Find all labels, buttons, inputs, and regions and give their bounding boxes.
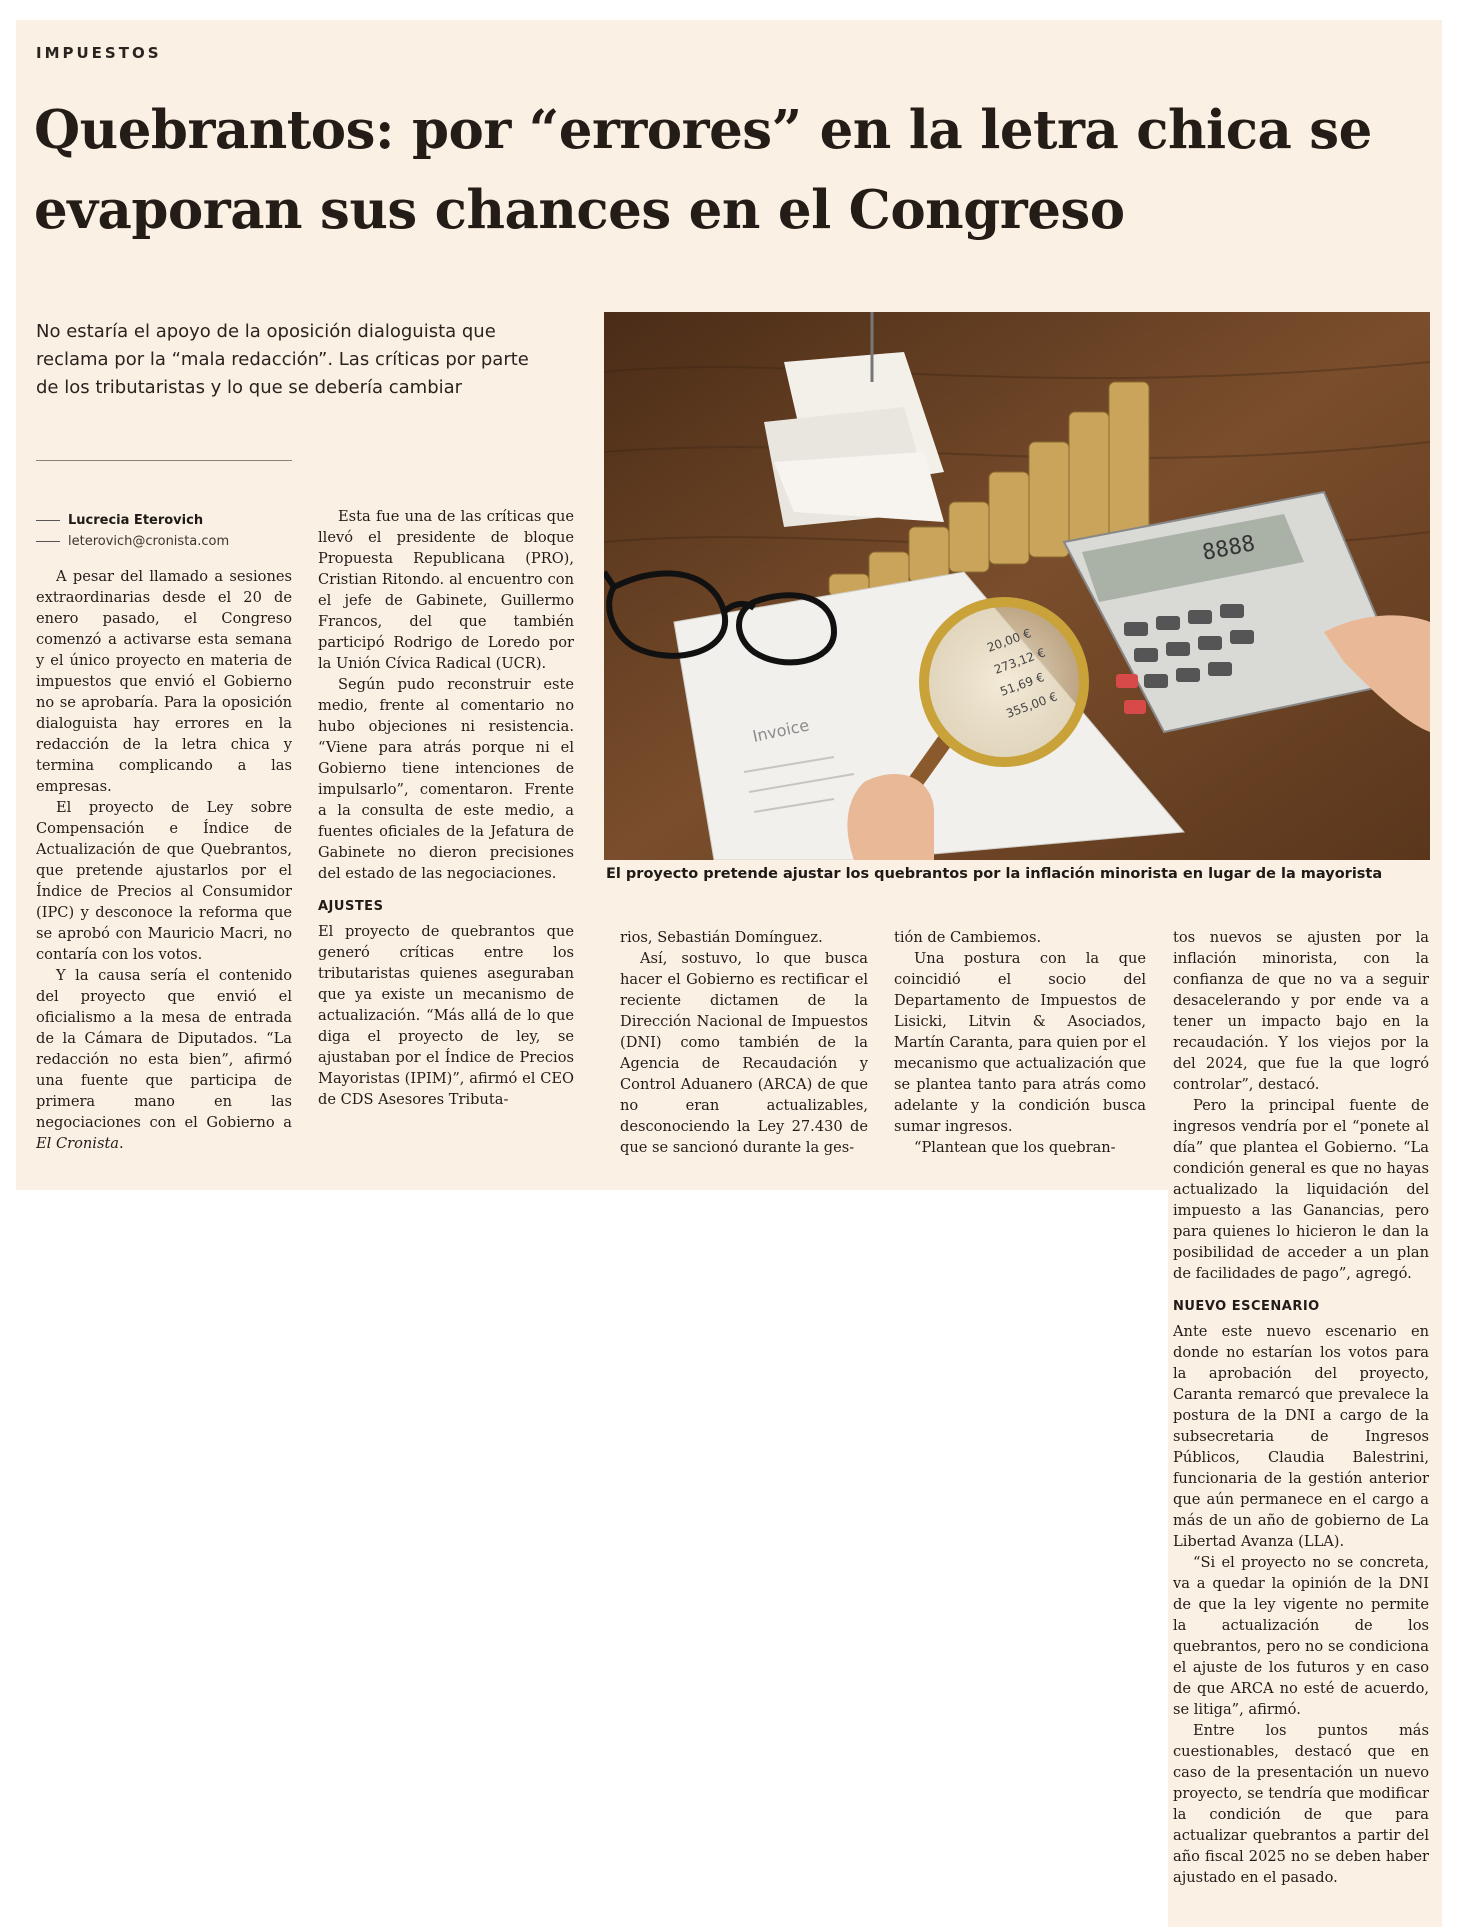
byline-dash [36, 520, 60, 521]
subhead: No estaría el apoyo de la oposición dialoguista que reclama por la “mala redacción”. Las críticas por parte de los tributaristas y lo que se debería cambiar [36, 321, 529, 398]
paragraph: Pero la principal fuente de ingresos vendría por el “ponete al día” que plantea el Gobierno. “La condición general es que no hayas actualizado la liquidación del impuesto a las Ganancias, pero para quienes lo hicieron le dan la posibilidad de acceder a un plan de facilidades de pago”, agregó. [1173, 1097, 1429, 1282]
section-heading-nuevo-escenario: NUEVO ESCENARIO [1173, 1299, 1320, 1314]
section-tag: IMPUESTOS [36, 44, 162, 62]
byline-author-row [36, 510, 316, 531]
article-column-5 [1173, 927, 1429, 1888]
invoice-label: Invoice [750, 715, 811, 746]
headline: Quebrantos: por “errores” en la letra chica se evaporan sus chances en el Congreso [34, 99, 1372, 241]
lens-amount: 20,00 € [985, 625, 1034, 655]
photo-caption: El proyecto pretende ajustar los quebrantos por la inflación minorista en lugar de la mayorista [606, 866, 1383, 882]
calculator-display: 8888 [1200, 531, 1258, 566]
paragraph: tión de Cambiemos. [894, 929, 1042, 946]
paragraph: Una postura con la que coincidió el socio del Departamento de Impuestos de Lisicki, Litvin & Asociados, Martín Caranta, para quien por el mecanismo que actualización que se plantea tanto para atrás como adelante y la condición busca sumar ingresos. [894, 950, 1146, 1135]
byline-dash [36, 541, 60, 542]
paragraph [36, 965, 292, 1154]
paragraph: Ante este nuevo escenario en donde no estarían los votos para la aprobación del proyecto, Caranta remarcó que prevalece la postura de la DNI a cargo de la subsecretaria de Ingresos Públicos, Claudia Balestrini, funcionaria de la gestión anterior que aún permanece en el cargo a más de un año de gobierno de La Libertad Avanza (LLA). [1173, 1323, 1429, 1550]
paragraph: Entre los puntos más cuestionables, destacó que en caso de la presentación un nuevo proyecto, se tendría que modificar la condición de que para actualizar quebrantos a partir del año fiscal 2025 no se deben haber ajustado en el pasado. [1173, 1722, 1429, 1886]
author-name: Lucrecia Eterovich [68, 513, 204, 528]
newspaper-name: El Cronista [36, 1135, 120, 1152]
paragraph: Esta fue una de las críticas que llevó el presidente de bloque Propuesta Republicana (PRO), Cristian Ritondo. al encuentro con el jefe de Gabinete, Guillermo Francos, del que también participó Rodrigo de Loredo por la Unión Cívica Radical (UCR). [318, 508, 574, 672]
section-heading-ajustes: AJUSTES [318, 899, 384, 914]
paragraph-text: . [119, 1135, 124, 1152]
article-column-3 [620, 927, 868, 1158]
article-photo [604, 312, 1430, 860]
subhead-divider [36, 460, 292, 461]
paragraph: El proyecto de quebrantos que generó críticas entre los tributaristas quienes aseguraban que ya existe un mecanismo de actualización. “Más allá de lo que diga el proyecto de ley, se ajustaban por el Índice de Precios Mayoristas (IPIM)”, afirmó el CEO de CDS Asesores Tributa- [318, 923, 574, 1108]
article-column-4 [894, 927, 1146, 1158]
paragraph: Según pudo reconstruir este medio, frente al comentario no hubo objeciones ni resistencia. “Viene para atrás porque ni el Gobierno tiene intenciones de impulsarlo”, comentaron. Frente a la consulta de este medio, a fuentes oficiales de la Jefatura de Gabinete no dieron precisiones del estado de las negociaciones. [318, 676, 574, 882]
byline-email-row [36, 531, 316, 552]
article-column-1 [36, 566, 292, 1154]
byline [36, 510, 316, 552]
paragraph: El proyecto de Ley sobre Compensación e Índice de Actualización de que Quebrantos, que pretende ajustarlos por el Índice de Precios al Consumidor (IPC) y desconoce la reforma que se aprobó con Mauricio Macri, no contaría con los votos. [36, 799, 292, 963]
author-email: leterovich@cronista.com [68, 534, 230, 549]
article-column-2 [318, 506, 574, 1110]
paragraph: Así, sostuvo, lo que busca hacer el Gobierno es rectificar el reciente dictamen de la Dirección Nacional de Impuestos (DNI) como también de la Agencia de Recaudación y Control Aduanero (ARCA) de que no eran actualizables, desconociendo la Ley 27.430 de que se sancionó durante la ges- [620, 950, 868, 1156]
paragraph: A pesar del llamado a sesiones extraordinarias desde el 20 de enero pasado, el Congreso comenzó a activarse esta semana y el único proyecto en materia de impuestos que envió el Gobierno no se aprobaría. Para la oposición dialoguista hay errores en la redacción de la letra chica y termina complicando a las empresas. [36, 568, 292, 795]
lens-amount: 355,00 € [1004, 689, 1060, 721]
lens-amount: 273,12 € [992, 645, 1048, 677]
paragraph: tos nuevos se ajusten por la inflación minorista, con la confianza de que no va a seguir desacelerando y por ende va a tener un impacto bajo en la recaudación. Y los viejos por la del 2024, que fue la que logró controlar”, destacó. [1173, 929, 1429, 1093]
paragraph: “Si el proyecto no se concreta, va a quedar la opinión de la DNI de que la ley vigente no permite la actualización de los quebrantos, pero no se condiciona el ajuste de los futuros y en caso de que ARCA no esté de acuerdo, se litiga”, afirmó. [1173, 1554, 1429, 1718]
paragraph-text: Y la causa sería el contenido del proyecto que envió el oficialismo a la mesa de entrada de la Cámara de Diputados. “La redacción no esta bien”, afirmó una fuente que participa de primera mano en las negociaciones con el Gobierno a [36, 967, 292, 1131]
lens-amount: 51,69 € [998, 669, 1047, 699]
hand-holding-magnifier [847, 774, 934, 860]
photo-illustration [604, 312, 1430, 860]
paragraph: rios, Sebastián Domínguez. [620, 929, 823, 946]
paragraph: “Plantean que los quebran- [914, 1139, 1116, 1156]
